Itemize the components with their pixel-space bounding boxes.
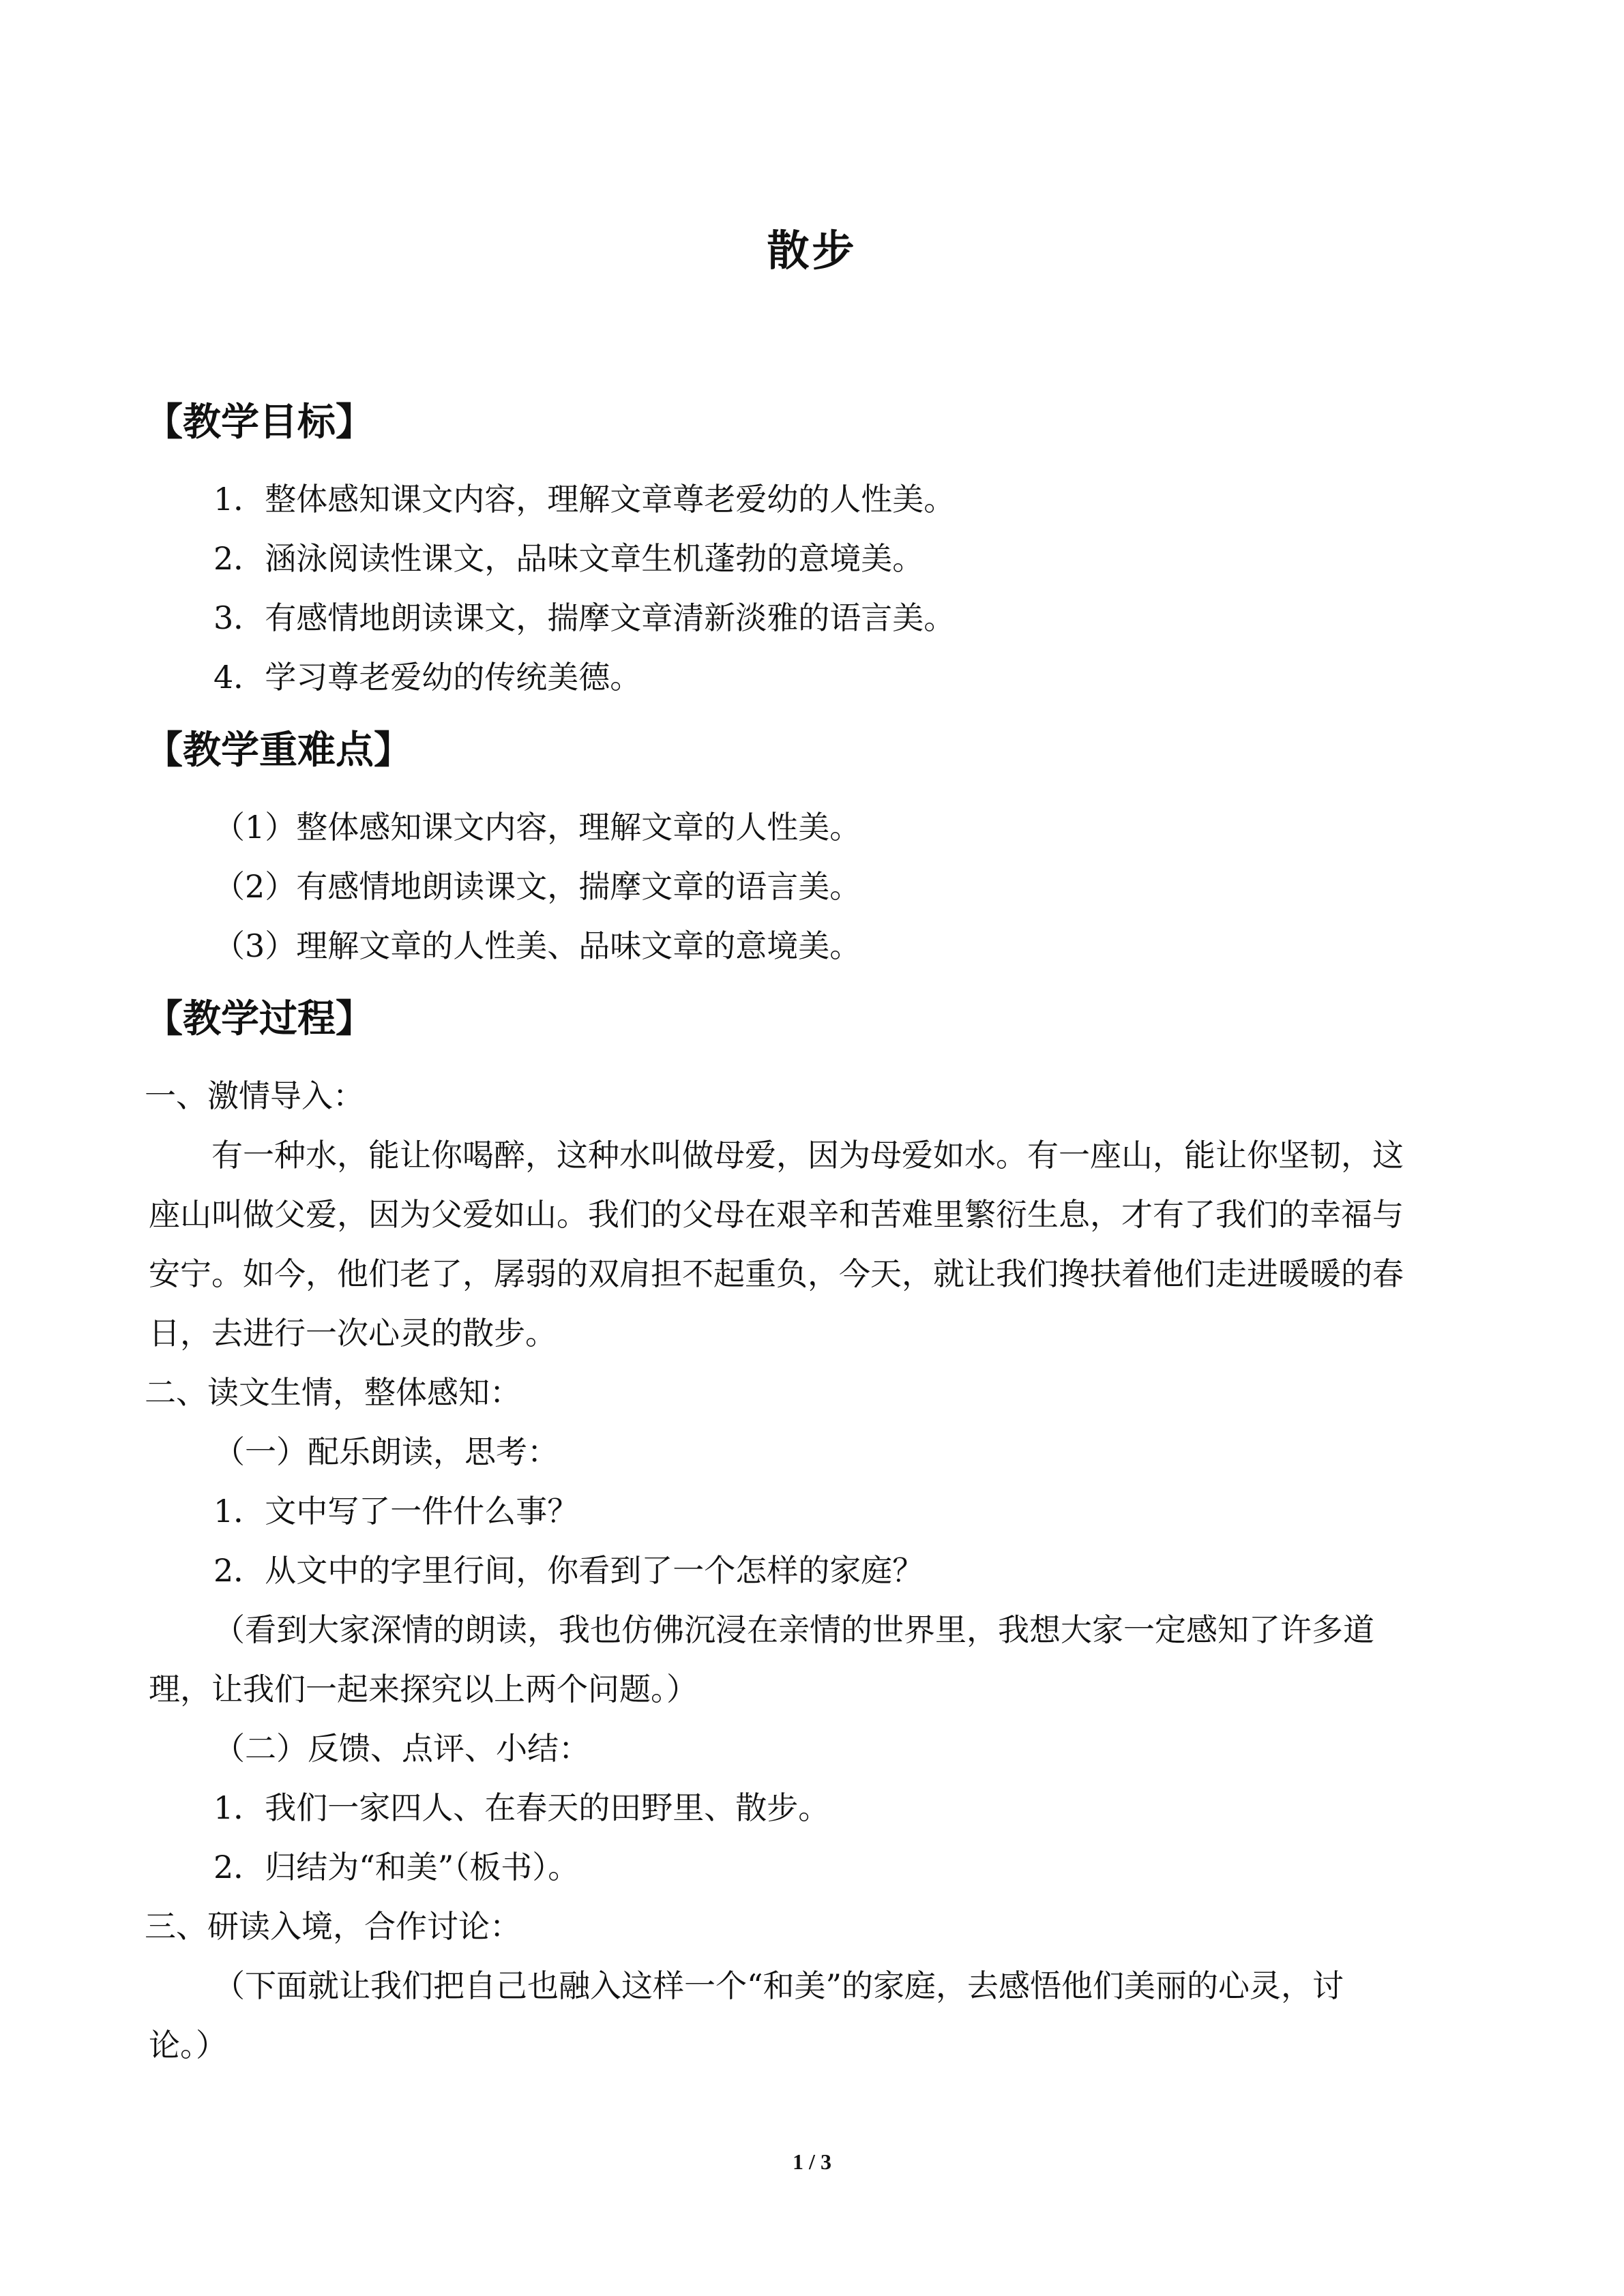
process-line: 二、读文生情，整体感知： xyxy=(145,1374,521,1411)
keypoint-item: （1）整体感知课文内容，理解文章的人性美。 xyxy=(213,809,861,846)
page-number: 1 / 3 xyxy=(793,2149,831,2174)
process-line: 2．归结为“和美”（板书）。 xyxy=(213,1849,580,1885)
process-line: （一）配乐朗读，思考： xyxy=(213,1433,559,1470)
goal-item: 2．涵泳阅读性课文，品味文章生机蓬勃的意境美。 xyxy=(213,540,924,577)
process-line: 论。） xyxy=(149,2027,227,2063)
section-heading-goals: 【教学目标】 xyxy=(145,400,374,445)
process-line: 1．文中写了一件什么事？ xyxy=(213,1493,579,1530)
page-title: 散步 xyxy=(767,226,857,275)
process-line: 座山叫做父爱，因为父爱如山。我们的父母在艰辛和苦难里繁衍生息，才有了我们的幸福与 xyxy=(149,1196,1404,1233)
process-line: 三、研读入境，合作讨论： xyxy=(145,1908,521,1945)
keypoint-item: （3）理解文章的人性美、品味文章的意境美。 xyxy=(213,927,861,964)
process-line: 理，让我们一起来探究以上两个问题。） xyxy=(149,1671,698,1708)
process-line: 一、激情导入： xyxy=(145,1077,364,1114)
process-line: （看到大家深情的朗读，我也仿佛沉浸在亲情的世界里，我想大家一定感知了许多道 xyxy=(213,1611,1374,1648)
process-line: 有一种水，能让你喝醉，这种水叫做母爱，因为母爱如水。有一座山，能让你坚韧，这 xyxy=(211,1137,1404,1174)
process-line: 日，去进行一次心灵的散步。 xyxy=(149,1315,557,1352)
section-heading-process: 【教学过程】 xyxy=(145,997,374,1041)
process-line: 安宁。如今，他们老了，孱弱的双肩担不起重负，今天，就让我们搀扶着他们走进暖暖的春 xyxy=(149,1255,1404,1292)
process-line: 1．我们一家四人、在春天的田野里、散步。 xyxy=(213,1789,830,1826)
process-line: 2．从文中的字里行间，你看到了一个怎样的家庭？ xyxy=(213,1552,924,1589)
section-heading-keypoints: 【教学重难点】 xyxy=(145,728,412,773)
keypoint-item: （2）有感情地朗读课文，揣摩文章的语言美。 xyxy=(213,868,861,905)
goal-item: 3．有感情地朗读课文，揣摩文章清新淡雅的语言美。 xyxy=(213,599,956,636)
goal-item: 4．学习尊老爱幼的传统美德。 xyxy=(213,659,642,696)
goal-item: 1．整体感知课文内容，理解文章尊老爱幼的人性美。 xyxy=(213,481,956,518)
process-line: （二）反馈、点评、小结： xyxy=(213,1730,590,1767)
process-line: （下面就让我们把自己也融入这样一个“和美”的家庭，去感悟他们美丽的心灵，讨 xyxy=(213,1967,1344,2004)
